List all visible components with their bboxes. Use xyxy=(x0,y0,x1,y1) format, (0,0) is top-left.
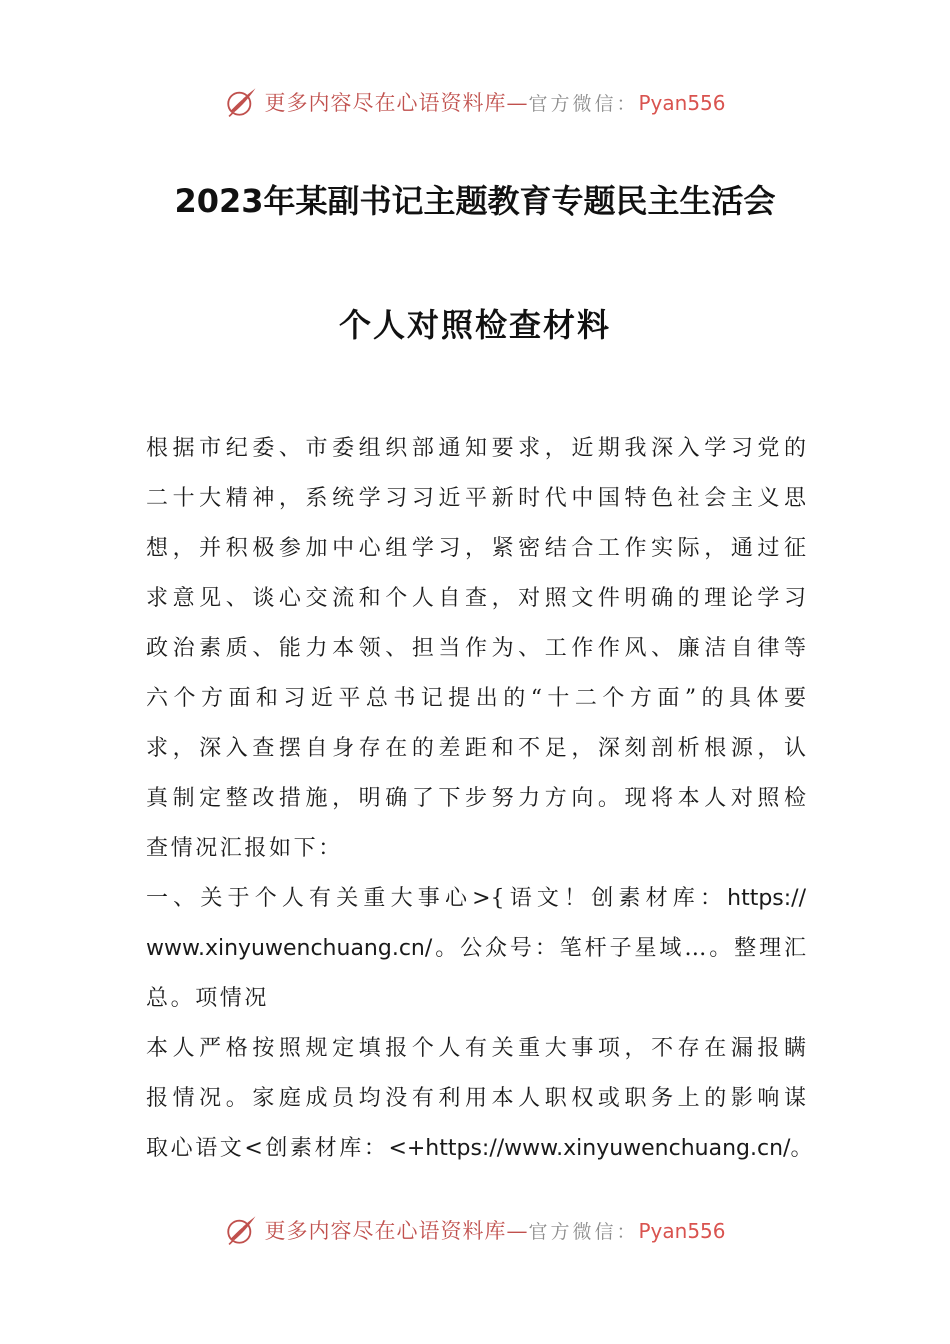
paragraph-line: 本人严格按照规定填报个人有关重大事项，不存在漏报瞒 xyxy=(146,1036,806,1061)
paragraph-line: 求意见、谈心交流和个人自查，对照文件明确的理论学习 xyxy=(146,586,806,611)
watermark-text: 更多内容尽在心语资料库 xyxy=(264,91,507,115)
watermark-label: 官方微信： xyxy=(528,93,639,115)
paragraph-line: 报情况。家庭成员均没有利用本人职权或职务上的影响谋 xyxy=(146,1086,806,1111)
document-subtitle: 个人对照检查材料 xyxy=(338,306,611,344)
paragraph-line: 六个方面和习近平总书记提出的“十二个方面”的具体要 xyxy=(146,686,806,711)
quill-logo-icon xyxy=(224,85,258,119)
section-paragraph xyxy=(146,1024,816,1174)
paragraph-line: 政治素质、能力本领、担当作为、工作作风、廉洁自律等 xyxy=(146,636,806,661)
quill-logo-icon xyxy=(224,1213,258,1247)
section-heading-text: 。公众号：笔杆子星域…。整理汇 xyxy=(432,936,806,961)
watermark-dash: — xyxy=(506,1219,529,1243)
paragraph-line: 求，深入查摆自身存在的差距和不足，深刻剖析根源，认 xyxy=(146,736,806,761)
paragraph-text: 。 xyxy=(790,1136,816,1161)
paragraph-line xyxy=(146,1124,816,1174)
watermark-label: 官方微信： xyxy=(528,1221,639,1243)
section-heading-url: https:// xyxy=(727,886,806,911)
paragraph-url: <+https://www.xinyuwenchuang.cn/ xyxy=(388,1136,791,1161)
section-heading-url: www.xinyuwenchuang.cn/ xyxy=(146,936,433,961)
paragraph-line: 二十大精神，系统学习习近平新时代中国特色社会主义思 xyxy=(146,486,806,511)
intro-paragraph xyxy=(146,424,806,874)
paragraph-text: 取心语文<创素材库： xyxy=(146,1136,389,1161)
watermark-wechat-id: Pyan556 xyxy=(638,1219,726,1243)
paragraph-line: 真制定整改措施，明确了下步努力方向。现将本人对照检 xyxy=(146,786,806,811)
document-title: 2023年某副书记主题教育专题民主生活会 xyxy=(174,182,776,220)
paragraph-line: 查情况汇报如下： xyxy=(146,836,343,861)
section-heading-line: 总。项情况 xyxy=(146,986,270,1011)
header-watermark xyxy=(0,80,950,124)
section-heading-text: 一、关于个人有关重大事心>{语文！创素材库： xyxy=(146,886,728,911)
section-heading-line xyxy=(146,874,806,924)
paragraph-line: 想，并积极参加中心组学习，紧密结合工作实际，通过征 xyxy=(146,536,806,561)
watermark-dash: — xyxy=(506,91,529,115)
section-heading xyxy=(146,874,806,1024)
section-heading-line xyxy=(146,924,806,974)
watermark-wechat-id: Pyan556 xyxy=(638,91,726,115)
footer-watermark xyxy=(0,1208,950,1252)
watermark-text: 更多内容尽在心语资料库 xyxy=(264,1219,507,1243)
paragraph-line: 根据市纪委、市委组织部通知要求，近期我深入学习党的 xyxy=(146,436,806,461)
